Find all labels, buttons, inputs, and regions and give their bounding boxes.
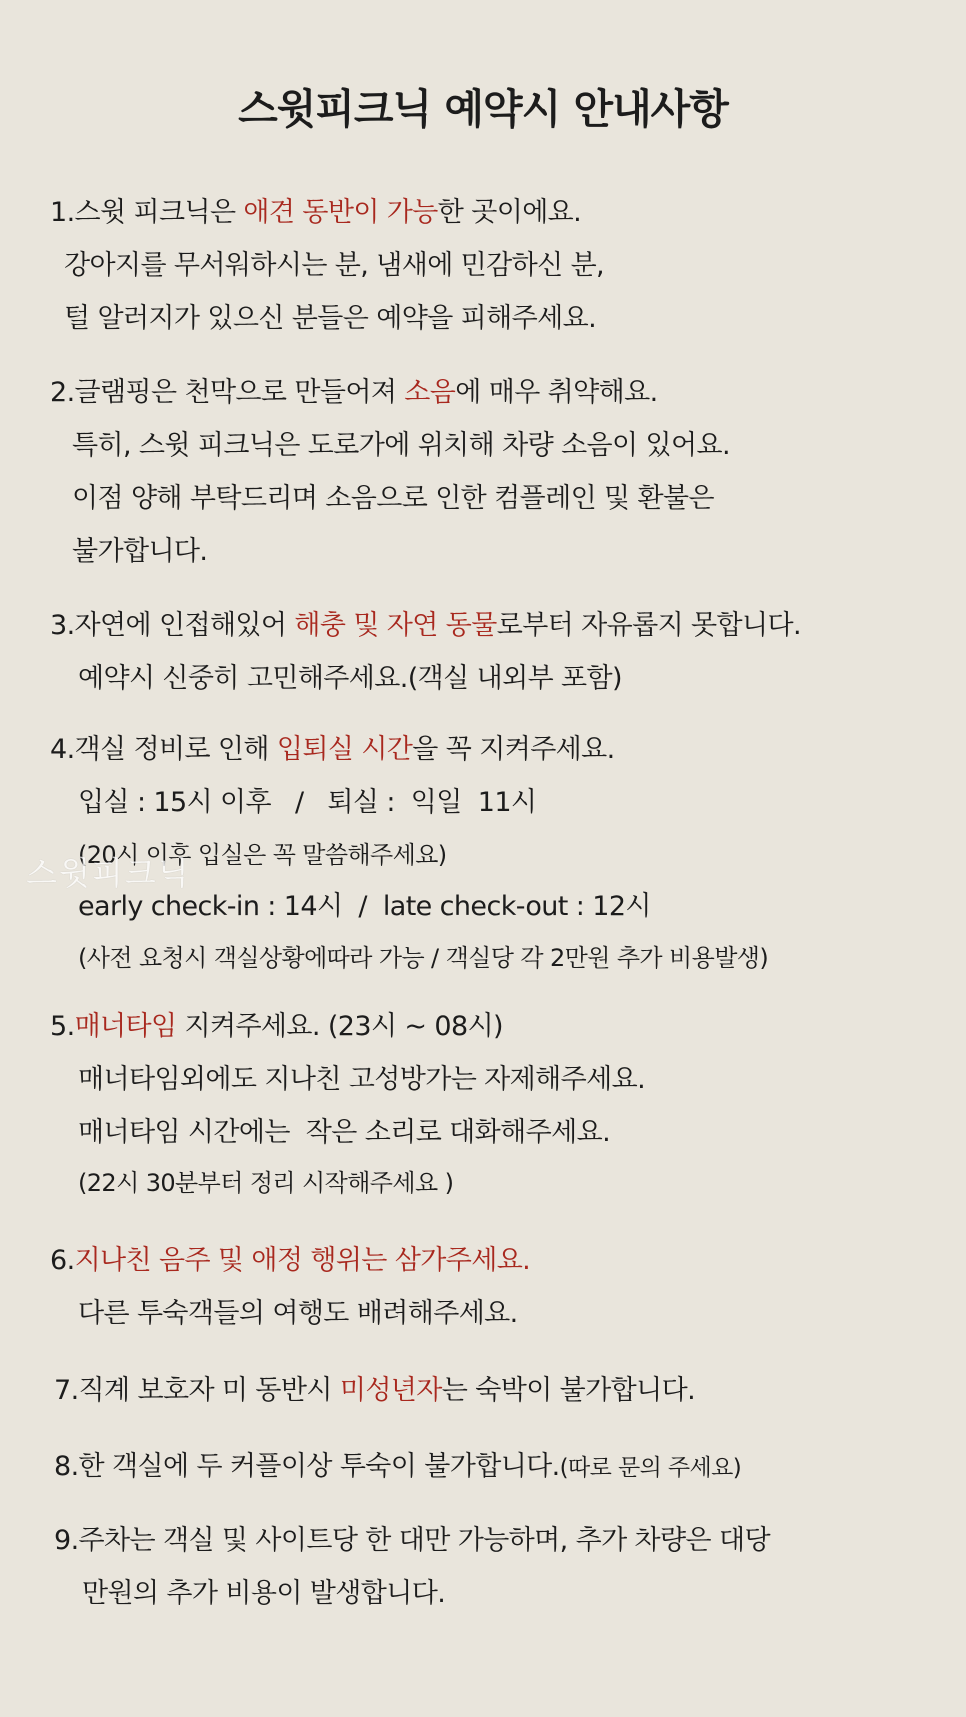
notice-note: (따로 문의 주세요)	[559, 1455, 742, 1481]
notice-4-line-4: early check-in : 14시 / late check-out : 12시	[78, 891, 651, 922]
notice-highlight: 지나친 음주 및 애정 행위는 삼가주세요.	[74, 1245, 531, 1276]
page-title: 스윗피크닉 예약시 안내사항	[238, 85, 728, 133]
notice-highlight: 입퇴실 시간	[276, 734, 413, 765]
notice-text: 7.직계 보호자 미 동반시	[54, 1375, 340, 1406]
notice-7-line-1	[54, 1368, 695, 1407]
notice-text: 4.객실 정비로 인해	[50, 734, 277, 765]
notice-highlight: 해충 및 자연 동물	[294, 610, 497, 641]
notice-text: 에 매우 취약해요.	[455, 377, 658, 408]
notice-3-line-2: 예약시 신중히 고민해주세요.(객실 내외부 포함)	[78, 663, 622, 694]
notice-2-line-2: 특히, 스윗 피크닉은 도로가에 위치해 차량 소음이 있어요.	[72, 430, 730, 461]
notice-4-line-3: (20시 이후 입실은 꼭 말씀해주세요)	[78, 841, 447, 869]
notice-5-line-4: (22시 30분부터 정리 시작해주세요 )	[78, 1169, 454, 1197]
notice-text: 1.스윗 피크닉은	[50, 197, 244, 228]
notice-9-line-1: 9.주차는 객실 및 사이트당 한 대만 가능하며, 추가 차량은 대당	[54, 1525, 770, 1556]
notice-4-line-2: 입실 : 15시 이후 / 퇴실 : 익일 11시	[78, 787, 537, 818]
notice-4-line-5: (사전 요청시 객실상황에따라 가능 / 객실당 각 2만원 추가 비용발생)	[78, 944, 769, 972]
notice-1-line-1	[50, 190, 581, 229]
notice-6-line-1	[50, 1238, 530, 1277]
notice-text: 지켜주세요. (23시 ~ 08시)	[176, 1011, 503, 1042]
notice-2-line-1	[50, 370, 658, 409]
notice-highlight: 소음	[404, 377, 456, 408]
notice-text: 한 곳이에요.	[437, 197, 582, 228]
notice-5-line-2: 매너타임외에도 지나친 고성방가는 자제해주세요.	[78, 1064, 646, 1095]
notice-2-line-3: 이점 양해 부탁드리며 소음으로 인한 컴플레인 및 환불은	[72, 483, 714, 514]
notice-text: 3.자연에 인접해있어	[50, 610, 295, 641]
notice-5-line-1	[50, 1004, 503, 1043]
notice-text: 8.한 객실에 두 커플이상 투숙이 불가합니다.	[54, 1451, 560, 1482]
notice-text: 6.	[50, 1245, 75, 1276]
watermark: 스윗피크닉	[26, 854, 191, 892]
notice-highlight: 매너타임	[74, 1011, 177, 1042]
notice-highlight: 애견 동반이 가능	[243, 197, 438, 228]
notice-text: 5.	[50, 1011, 75, 1042]
notice-6-line-2: 다른 투숙객들의 여행도 배려해주세요.	[78, 1298, 518, 1329]
notice-5-line-3: 매너타임 시간에는 작은 소리로 대화해주세요.	[78, 1117, 611, 1148]
notice-text: 는 숙박이 불가합니다.	[441, 1375, 696, 1406]
notice-3-line-1	[50, 603, 801, 642]
notice-highlight: 미성년자	[339, 1375, 442, 1406]
notice-4-line-1	[50, 727, 615, 766]
notice-text: 로부터 자유롭지 못합니다.	[496, 610, 801, 641]
notice-8-line-1	[54, 1444, 741, 1483]
notice-9-line-2: 만원의 추가 비용이 발생합니다.	[82, 1578, 446, 1609]
notice-1-line-3: 털 알러지가 있으신 분들은 예약을 피해주세요.	[64, 303, 597, 334]
notice-1-line-2: 강아지를 무서워하시는 분, 냄새에 민감하신 분,	[64, 250, 605, 281]
notice-text: 을 꼭 지켜주세요.	[412, 734, 615, 765]
notice-2-line-4: 불가합니다.	[72, 536, 208, 567]
notice-text: 2.글램핑은 천막으로 만들어져	[50, 377, 405, 408]
